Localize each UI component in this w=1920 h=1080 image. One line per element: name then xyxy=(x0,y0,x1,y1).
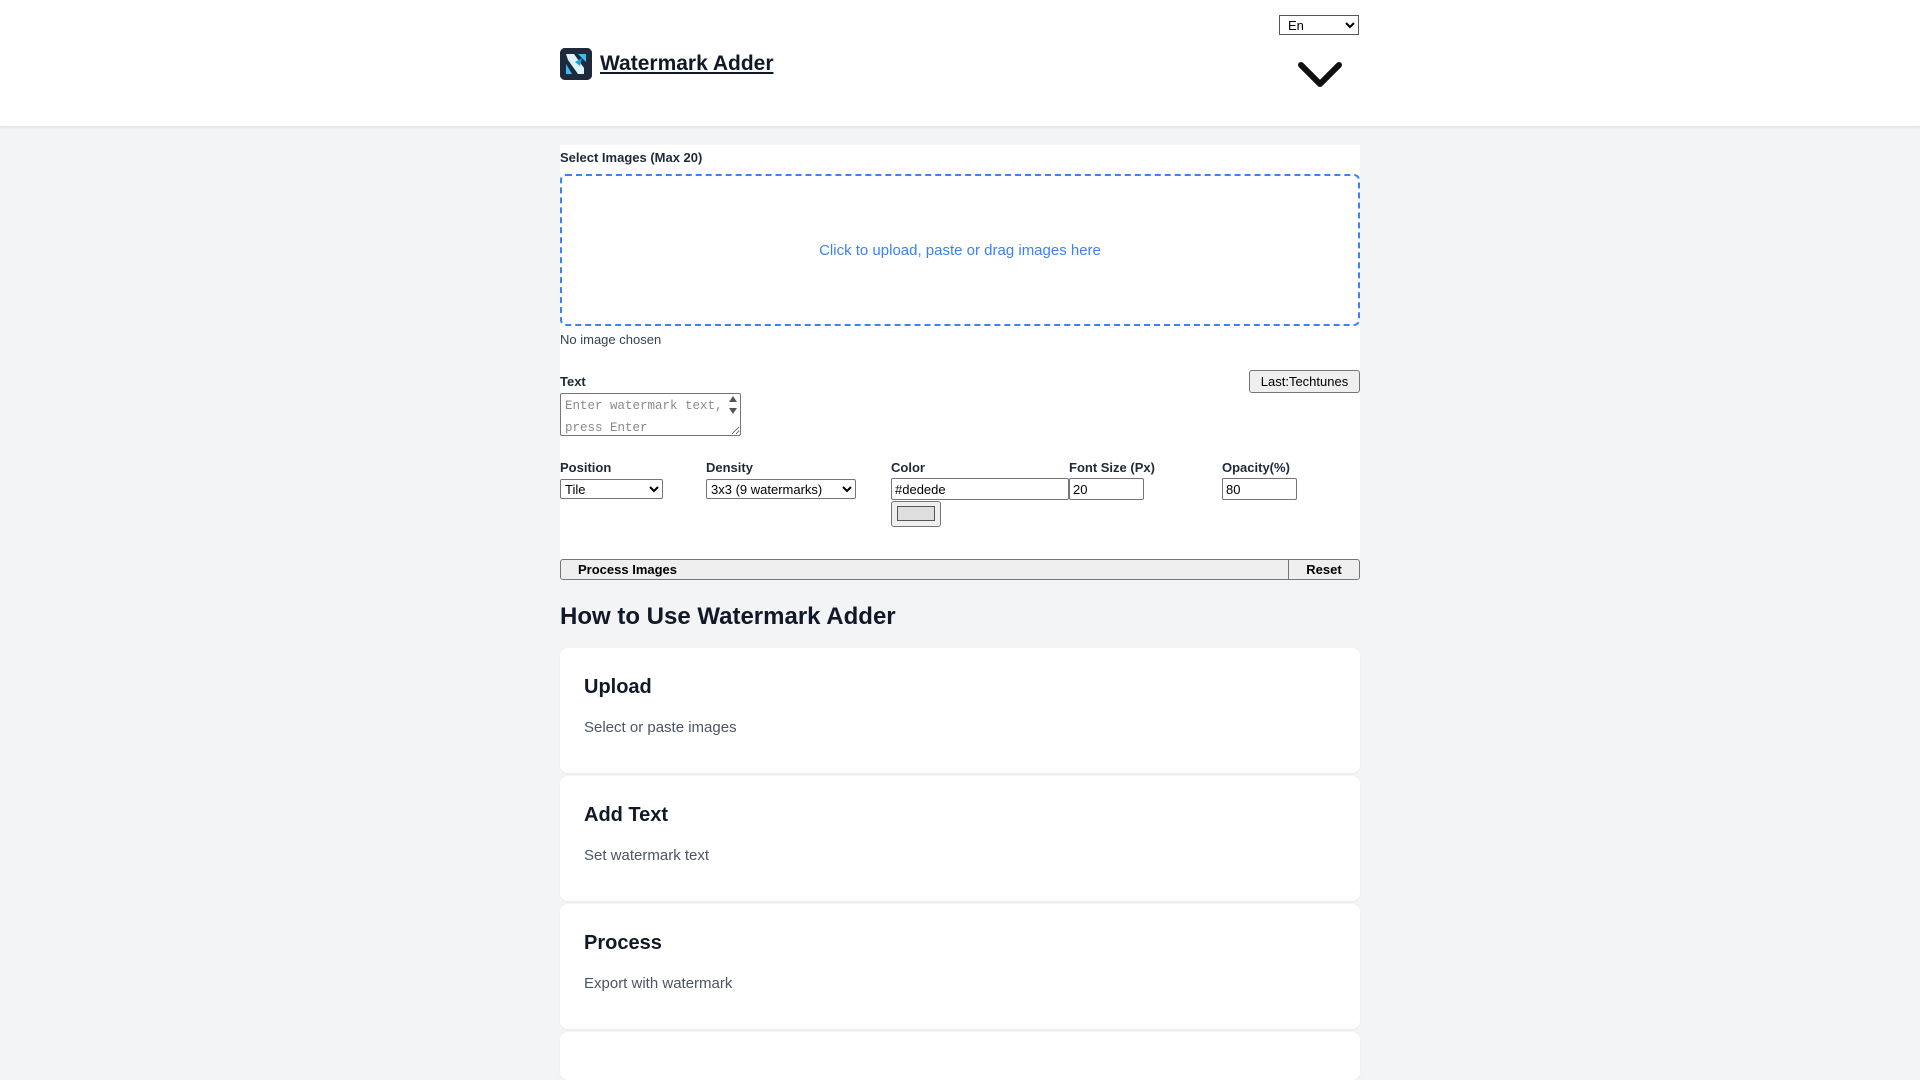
reset-button[interactable]: Reset xyxy=(1288,559,1360,580)
position-label: Position xyxy=(560,460,612,475)
brand-title: Watermark Adder xyxy=(600,52,774,75)
step-description: Select or paste images xyxy=(584,719,737,736)
watermark-text-input[interactable] xyxy=(560,393,741,436)
color-hex-input[interactable] xyxy=(891,478,1069,500)
opacity-label: Opacity(%) xyxy=(1222,460,1290,475)
step-description: Export with watermark xyxy=(584,975,733,992)
step-card-partial xyxy=(560,1032,1360,1080)
color-picker-button[interactable] xyxy=(891,501,941,527)
step-card-upload xyxy=(560,648,1360,773)
font-size-label: Font Size (Px) xyxy=(1069,460,1155,475)
position-select[interactable] xyxy=(560,479,663,499)
brand-link[interactable] xyxy=(560,48,774,80)
step-title: Upload xyxy=(584,676,652,698)
watermark-logo-icon xyxy=(560,48,592,80)
select-images-label: Select Images (Max 20) xyxy=(560,150,703,165)
color-label: Color xyxy=(891,460,925,475)
language-select[interactable] xyxy=(1279,15,1359,35)
step-card-add-text xyxy=(560,776,1360,901)
process-images-button[interactable]: Process Images xyxy=(560,559,1289,580)
color-swatch xyxy=(897,506,935,521)
last-text-button[interactable]: Last:Techtunes xyxy=(1249,370,1360,393)
howto-title: How to Use Watermark Adder xyxy=(560,603,896,630)
density-select[interactable] xyxy=(706,479,856,499)
image-dropzone[interactable] xyxy=(560,174,1360,326)
step-description: Set watermark text xyxy=(584,847,710,864)
chevron-down-icon[interactable] xyxy=(1296,60,1344,90)
font-size-input[interactable] xyxy=(1069,478,1144,500)
text-label: Text xyxy=(560,374,586,389)
step-title: Process xyxy=(584,932,662,954)
dropzone-text: Click to upload, paste or drag images here xyxy=(819,241,1101,259)
step-card-process xyxy=(560,904,1360,1029)
watermark-tool xyxy=(560,145,1360,580)
site-header xyxy=(0,0,1920,127)
no-image-status: No image chosen xyxy=(560,332,662,347)
step-title: Add Text xyxy=(584,804,669,826)
opacity-input[interactable] xyxy=(1222,478,1297,500)
density-label: Density xyxy=(706,460,753,475)
text-scroll-arrows-icon[interactable] xyxy=(728,395,738,417)
